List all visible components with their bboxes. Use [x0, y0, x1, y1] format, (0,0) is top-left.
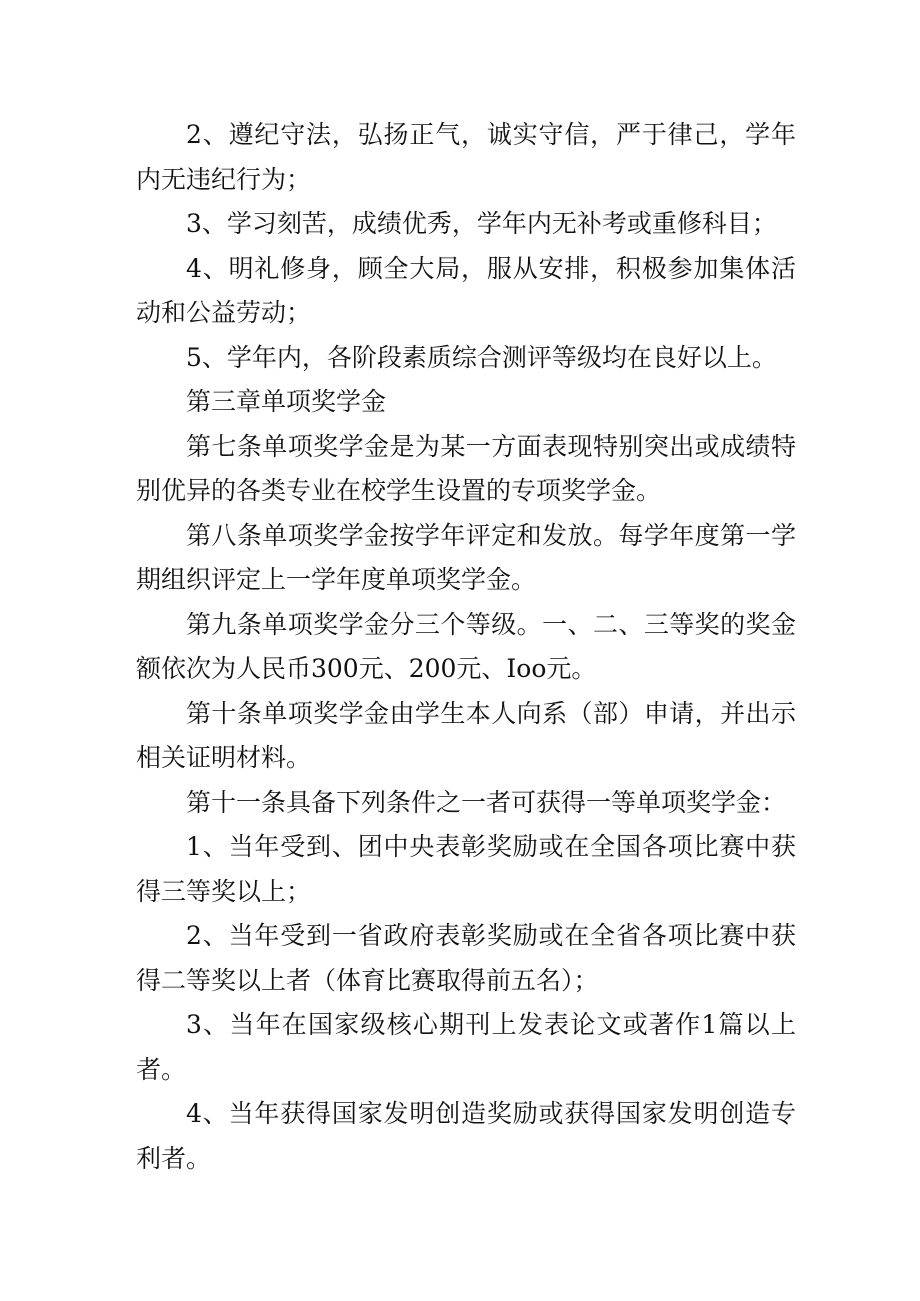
paragraph-clause-2-discipline: 2、遵纪守法，弘扬正气，诚实守信，严于律己，学年内无违纪行为；	[136, 120, 796, 194]
paragraph-clause-5-evaluation: 5、学年内，各阶段素质综合测评等级均在良好以上。	[186, 342, 777, 372]
paragraph-clause-4-conduct: 4、明礼修身，顾全大局，服从安排，积极参加集体活动和公益劳动；	[136, 253, 796, 327]
article-11-item-4: 4、当年获得国家发明创造奖励或获得国家发明创造专利者。	[136, 1099, 796, 1173]
article-11-item-1: 1、当年受到、团中央表彰奖励或在全国各项比赛中获得三等奖以上；	[136, 832, 796, 906]
chapter-heading-3: 第三章单项奖学金	[186, 387, 387, 416]
article-11-item-3: 3、当年在国家级核心期刊上发表论文或著作1篇以上者。	[136, 1010, 796, 1084]
article-11-item-2: 2、当年受到一省政府表彰奖励或在全省各项比赛中获得二等奖以上者（体育比赛取得前五名）；	[136, 921, 796, 995]
article-11: 第十一条具备下列条件之一者可获得一等单项奖学金：	[186, 787, 787, 817]
paragraph-clause-3-study: 3、学习刻苦，成绩优秀，学年内无补考或重修科目；	[186, 209, 777, 238]
document-body	[136, 113, 796, 1181]
article-9: 第九条单项奖学金分三个等级。一、二、三等奖的奖金额依次为人民币300元、200元、Ioo元。	[136, 609, 796, 683]
article-8: 第八条单项奖学金按学年评定和发放。每学年度第一学期组织评定上一学年度单项奖学金。	[136, 520, 796, 594]
article-7: 第七条单项奖学金是为某一方面表现特别突出或成绩特别优异的各类专业在校学生设置的专项奖学金。	[136, 431, 796, 505]
article-10: 第十条单项奖学金由学生本人向系（部）申请，并出示相关证明材料。	[136, 698, 796, 772]
